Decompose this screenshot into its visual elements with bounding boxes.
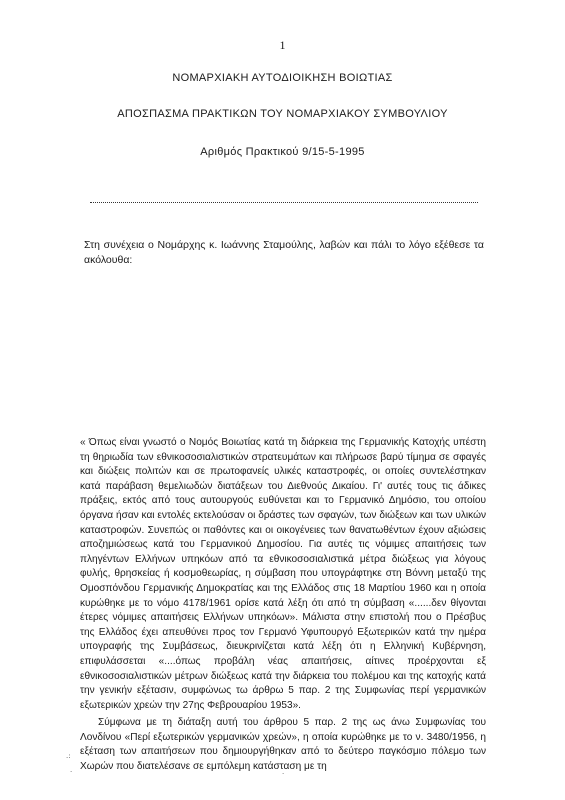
scan-speck: · — [282, 770, 285, 778]
page-number: 1 — [279, 38, 286, 52]
document-type-heading: ΑΠΟΣΠΑΣΜΑ ΠΡΑΚΤΙΚΩΝ ΤΟΥ ΝΟΜΑΡΧΙΑΚΟΥ ΣΥΜΒΟΥΛΙΟΥ — [117, 108, 448, 120]
body-paragraph-2: Σύμφωνα με τη διάταξη αυτή του άρθρου 5 παρ. 2 της ως άνω Συμφωνίας του Λονδίνου «Περί εξωτερικών γερμανικών χρεών», η οποία κυρώθηκε με το ν. 3480/1956, η εξέταση των απαιτήσεων που δημιουργήθηκαν από το δεύτερο παγκόσμιο πόλεμο των Χωρών που διατελέσανε σε εμπόλεμη κατάσταση με τη — [80, 717, 486, 773]
scan-speck: .: — [66, 752, 71, 760]
dotted-separator — [90, 196, 478, 203]
minutes-number: Αριθμός Πρακτικού 9/15-5-1995 — [200, 146, 365, 158]
authority-heading: ΝΟΜΑΡΧΙΑΚΗ ΑΥΤΟΔΙΟΙΚΗΣΗ ΒΟΙΩΤΙΑΣ — [172, 72, 393, 84]
intro-paragraph: Στη συνέχεια ο Νομάρχης κ. Ιωάννης Σταμούλης, λαβών και πάλι το λόγο εξέθεσε τα ακόλουθα: — [84, 239, 484, 266]
document-body — [80, 436, 486, 775]
scan-speck: · — [70, 768, 73, 776]
body-paragraph-1: « Όπως είναι γνωστό ο Νομός Βοιωτίας κατά τη διάρκεια της Γερμανικής Κατοχής υπέστη τη θηριωδία των εθνικοσοσιαλιστικών στρατευμάτων και πλήρωσε βαρύ τίμημα σε σφαγές και διώξεις πολιτών και σε πρωτοφανείς υλικές καταστροφές, οι οποίες συντελέστηκαν κατά παράβαση θεμελιωδών διατάξεων του Διεθνούς Δικαίου. Γι' αυτές τους τις άδικες πράξεις, εκτός από τους αυτουργούς ευθύνεται και το Γερμανικό Δημόσιο, του οποίου όργανα ήσαν και εντολές εκτελούσαν οι δράστες των σφαγών, των διώξεων και των υλικών καταστροφών. Συνεπώς οι παθόντες και οι οικογένειες των θανατωθέντων έχουν αξιώσεις αποζημιώσεως κατά του Γερμανικού Δημοσίου. Για αυτές τις νόμιμες απαιτήσεις των πληγέντων Ελλήνων υπηκόων από τα εθνικοσοσιαλιστικά μέτρα διώξεως για λόγους φυλής, θρησκείας ή κοσμοθεωρίας, η σύμβαση που υπογράφτηκε στη Βόννη μεταξύ της Ομοσπόνδου Γερμανικής Δημοκρατίας και της Ελλάδος στις 18 Μαρτίου 1960 και η οποία κυρώθηκε με το νόμο 4178/1961 ορίσε κατά λέξη ότι από τη σύμβαση «......δεν θίγονται έτερες νόμιμες απαιτήσεις Ελλήνων υπηκόων». Μάλιστα στην επιστολή που ο Πρέσβυς της Ελλάδος έχει απευθύνει προς τον Γερμανό Υφυπουργό Εξωτερικών κατά την ημέρα υπογραφής της Συμβάσεως, διευκρινίζεται κατά λέξη ότι η Ελληνική Κυβέρνηση, επιφυλάσσεται «....όπως προβάλη νέας απαιτήσεις, αίτινες προέρχονται εξ εθνικοσοσιαλιστικών μέτρων διώξεως κατά την διάρκεια του πολέμου και της κατοχής κατά την γενικήν εξέτασιν, συμφώνως τω άρθρω 5 παρ. 2 της Συμφωνίας περί γερμανικών εξωτερικών χρεών την 27ης Φεβρουαρίου 1953». — [80, 437, 486, 711]
